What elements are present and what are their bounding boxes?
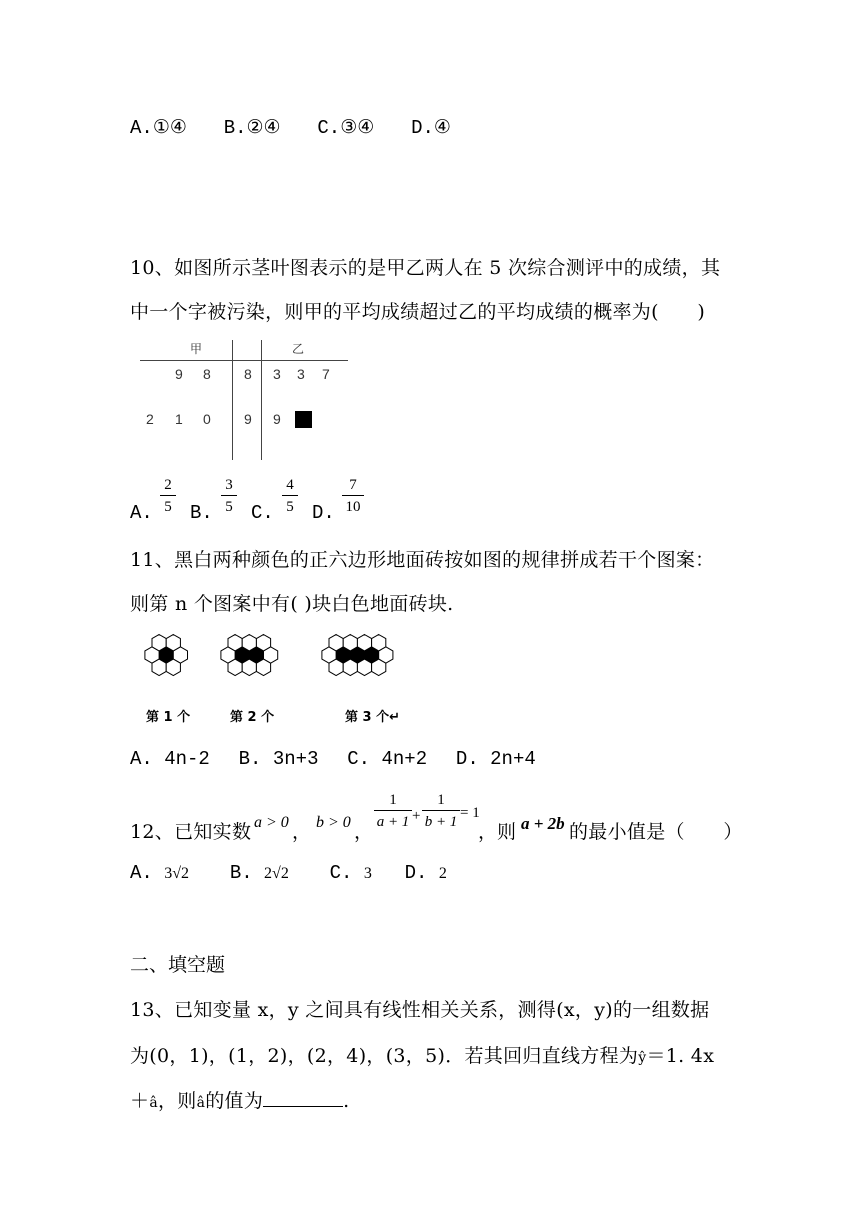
q12-condition-b: b > 0 [316,814,351,831]
q9-option-d: D.④ [411,116,451,139]
q10-option-c-fraction: 4 5 [282,476,298,516]
hexagon-patterns-figure [138,630,438,680]
stem-leaf-header-line [140,360,348,361]
q9-option-a: A.①④ [130,116,187,139]
q11-option-b: B. 3n+3 [238,748,319,770]
answer-blank [263,1090,343,1107]
q9-options [130,116,451,139]
leaf: 1 [175,411,183,427]
stem-leaf-left-header: 甲 [190,342,203,356]
q12-fraction-a: 1 a + 1 [374,791,412,831]
pattern-caption-2: 第 2 个 [230,710,275,725]
white-hexagon-tile [357,635,371,651]
q11-option-c: C. 4n+2 [347,748,428,770]
q10-option-d-fraction: 7 10 [342,476,364,516]
white-hexagon-tile [242,635,256,651]
q11-line1: 11、黑白两种颜色的正六边形地面砖按如图的规律拼成若干个图案： [130,549,715,571]
q12-equals-one: = 1 [460,805,480,821]
q12-plus: + [412,808,421,824]
stem-leaf-right-divider [261,340,262,460]
q12-option-c: C. 3 [329,862,372,884]
q12-condition-a: a > 0 [254,814,289,831]
leaf: 9 [273,411,281,427]
q10-line2: 中一个字被污染，则甲的平均成绩超过乙的平均成绩的概率为( ) [130,301,706,323]
white-hexagon-tile [256,635,270,651]
q12-option-b: B. 2√2 [229,862,289,884]
q10-option-c-letter: C. [251,502,274,524]
stain-square [295,411,312,428]
q12-expression: a + 2b [521,814,565,833]
stem-leaf-right-header: 乙 [292,342,305,356]
q10-option-b-fraction: 3 5 [221,476,237,516]
q10-option-b-letter: B. [190,502,213,524]
stem: 8 [244,366,252,382]
q12-option-d: D. 2 [404,862,447,884]
section-title: 二、填空题 [130,954,226,976]
q13-line2: 为(0，1)，(1，2)，(2，4)，(3，5)．若其回归直线方程为ŷ＝1. 4x [130,1045,715,1067]
q12-options [130,862,447,884]
q12-comma-2: ， [354,821,374,843]
q13-line1: 13、已知变量 x，y 之间具有线性相关关系，测得(x，y)的一组数据 [130,999,710,1021]
q11-option-a: A. 4n-2 [130,748,210,770]
q12-fraction-b: 1 b + 1 [422,791,460,831]
q11-option-d: D. 2n+4 [455,748,536,770]
white-hexagon-tile [228,635,242,651]
q12-prefix: 12、已知实数 [130,821,252,843]
leaf: 8 [203,366,211,382]
q10-option-a-letter: A. [130,502,153,524]
white-hexagon-tile [256,659,270,675]
leaf: 7 [322,366,330,382]
white-hexagon-tile [228,659,242,675]
white-hexagon-tile [242,659,256,675]
q12-option-a: A. 3√2 [130,862,189,884]
leaf: 3 [273,366,281,382]
q10-option-a-fraction: 2 5 [160,476,176,516]
q10-option-d-letter: D. [312,502,335,524]
white-hexagon-tile [372,659,386,675]
white-hexagon-tile [329,635,343,651]
pattern-caption-1: 第 1 个 [146,710,191,725]
q11-line2: 则第 n 个图案中有( )块白色地面砖块. [130,593,454,615]
q12-then: ，则 [478,821,517,843]
q12-suffix: 的最小值是（ ） [569,821,743,843]
pattern-caption-3: 第 3 个↵ [345,710,400,725]
white-hexagon-tile [152,635,166,651]
leaf: 9 [175,366,183,382]
q9-option-c: C.③④ [317,116,375,139]
q13-line3: ＋â，则â的值为 . [130,1090,350,1112]
white-hexagon-tile [372,635,386,651]
white-hexagon-tile [357,659,371,675]
stem-leaf-left-divider [232,340,233,460]
q9-option-b: B.②④ [223,116,281,139]
stem: 9 [244,411,252,427]
white-hexagon-tile [166,635,180,651]
q10-line1: 10、如图所示茎叶图表示的是甲乙两人在 5 次综合测评中的成绩，其 [130,257,721,279]
q12-comma-1: ， [292,821,312,843]
white-hexagon-tile [152,659,166,675]
q11-options [130,748,536,770]
leaf: 3 [297,366,305,382]
white-hexagon-tile [343,635,357,651]
white-hexagon-tile [166,659,180,675]
leaf: 2 [146,411,154,427]
leaf: 0 [203,411,211,427]
white-hexagon-tile [329,659,343,675]
white-hexagon-tile [343,659,357,675]
